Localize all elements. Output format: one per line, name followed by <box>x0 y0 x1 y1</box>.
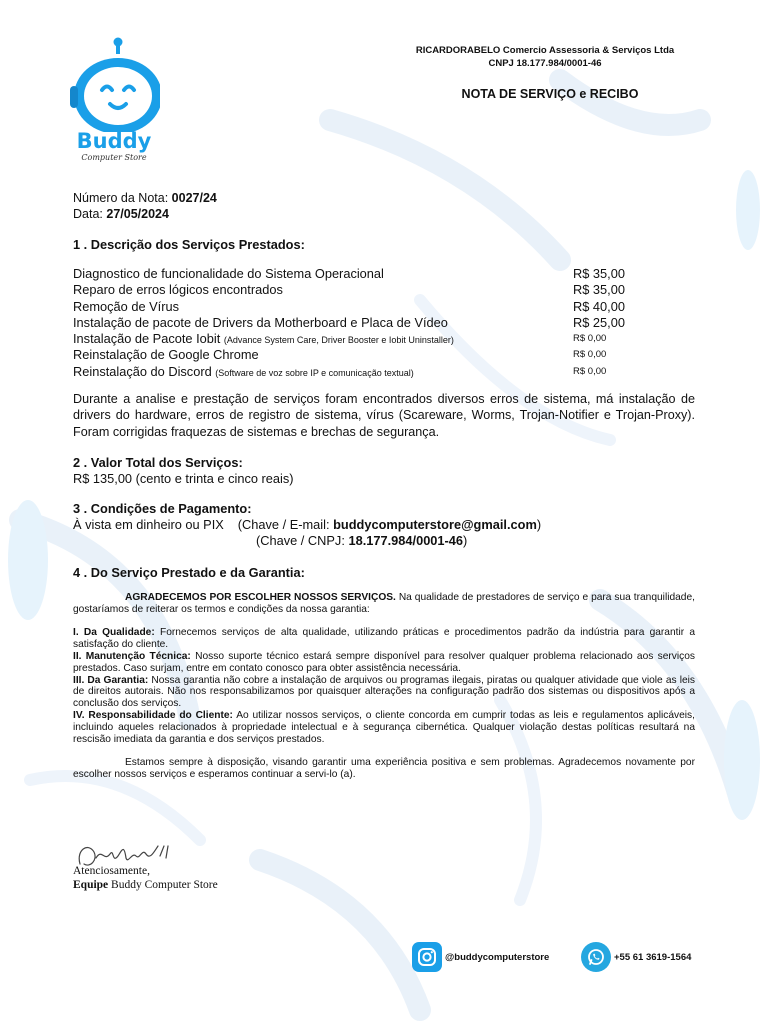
signature-greeting: Atenciosamente, <box>73 865 150 877</box>
whatsapp-contact[interactable] <box>581 942 691 972</box>
term-label: II. Manutenção Técnica: <box>73 650 191 662</box>
term-text: Nosso suporte técnico estará sempre disponível para resolver qualquer problema relacionado aos serviços prestados. Caso surjam, entre em contato conosco para obter assistência necessária. <box>73 650 696 674</box>
section-3 <box>73 501 541 549</box>
company-logo <box>68 36 160 168</box>
team-name: Buddy Computer Store <box>111 879 218 891</box>
service-description: Instalação de Pacote Iobit <box>73 331 221 347</box>
instagram-contact[interactable] <box>412 942 549 972</box>
note-meta <box>73 190 217 222</box>
section-4-title: 4 . Do Serviço Prestado e da Garantia: <box>73 565 305 580</box>
services-list <box>73 266 643 380</box>
service-price: R$ 0,00 <box>573 333 607 345</box>
service-price: R$ 35,00 <box>573 266 625 281</box>
note-date-label: Data: <box>73 207 103 221</box>
term-text: Fornecemos serviços de alta qualidade, utilizando práticas e procedimentos padrão da indústria para garantir a satisfação do cliente. <box>73 627 695 651</box>
closing-signature <box>73 864 218 892</box>
service-row <box>73 347 643 363</box>
note-number-label: Número da Nota: <box>73 191 169 205</box>
company-cnpj: CNPJ 18.177.984/0001-46 <box>488 58 602 69</box>
service-row <box>73 315 643 331</box>
guarantee-terms <box>73 592 695 781</box>
email-key[interactable]: buddycomputerstore@gmail.com <box>333 517 537 532</box>
service-price: R$ 0,00 <box>573 365 607 377</box>
service-row <box>73 299 643 315</box>
service-row <box>73 364 643 380</box>
service-price: R$ 35,00 <box>573 282 625 298</box>
total-value: R$ 135,00 (cento e trinta e cinco reais) <box>73 471 294 486</box>
robot-logo-icon <box>68 36 160 132</box>
service-price: R$ 0,00 <box>573 349 607 361</box>
section-2 <box>73 455 294 487</box>
intro-text: Na qualidade de prestadores de serviço e para sua tranquilidade, gostaríamos de reiterar os termos e condições da nossa garantia: <box>73 592 695 615</box>
company-name: RICARDORABELO Comercio Assessoria & Serviços Ltda <box>415 45 675 56</box>
note-number: 0027/24 <box>171 191 217 205</box>
section-1-title: 1 . Descrição dos Serviços Prestados: <box>73 237 305 252</box>
service-row <box>73 266 643 282</box>
term-label: I. Da Qualidade: <box>73 627 155 639</box>
instagram-icon <box>412 942 442 972</box>
term-label: IV. Responsabilidade do Cliente: <box>73 709 233 721</box>
company-header <box>400 44 690 70</box>
note-date: 27/05/2024 <box>106 207 169 221</box>
team-label: Equipe <box>73 879 109 891</box>
service-note: (Advance System Care, Driver Booster e Iobit Uninstaller) <box>223 335 454 346</box>
services-summary-paragraph: Durante a analise e prestação de serviços foram encontrados diversos erros de sistema, má instalação de drivers do hardware, erros de registro de sistema, vírus (Scareware, Worms, Trojan-Notifier e Trojan-Proxy). Foram corrigidas fraquezas de sistemas e brechas de segurança. <box>73 392 695 439</box>
term-label: III. Da Garantia: <box>73 674 149 686</box>
intro-bold: AGRADECEMOS POR ESCOLHER NOSSOS SERVIÇOS. <box>125 592 396 603</box>
document-title: NOTA DE SERVIÇO e RECIBO <box>461 87 639 101</box>
service-description: Reparo de erros lógicos encontrados <box>73 282 283 298</box>
service-description: Instalação de pacote de Drivers da Motherboard e Placa de Vídeo <box>73 314 448 330</box>
cnpj-key: 18.177.984/0001-46 <box>348 533 464 548</box>
whatsapp-icon <box>581 942 611 972</box>
service-description: Reinstalação de Google Chrome <box>73 347 259 363</box>
service-note: (Software de voz sobre IP e comunicação textual) <box>215 367 414 378</box>
term-text: Nossa garantia não cobre a instalação de arquivos ou programas ilegais, piratas ou qualquer atividade que viole as leis de direitos autorais. Não nos responsabilizamos por quaisquer alterações na configuração padrão dos sistemas ou dispositivos após a conclusão dos serviços. <box>73 674 695 710</box>
service-row <box>73 331 643 347</box>
section-3-title: 3 . Condições de Pagamento: <box>73 501 252 516</box>
brand-subtitle: Computer Store <box>81 153 147 162</box>
email-key-prefix: (Chave / E-mail: <box>237 517 330 532</box>
cnpj-key-prefix: (Chave / CNPJ: <box>256 533 345 548</box>
service-description: Diagnostico de funcionalidade do Sistema Operacional <box>73 266 384 281</box>
service-description: Reinstalação do Discord <box>73 363 212 379</box>
whatsapp-number[interactable]: +55 61 3619-1564 <box>614 951 692 963</box>
email-key-suffix: ) <box>536 517 542 532</box>
instagram-handle[interactable]: @buddycomputerstore <box>445 951 550 963</box>
service-description: Remoção de Vírus <box>73 298 179 314</box>
cnpj-key-suffix: ) <box>463 533 468 548</box>
service-row <box>73 282 643 298</box>
service-price: R$ 40,00 <box>573 298 625 314</box>
brand-name: Buddy <box>76 129 152 153</box>
payment-method: À vista em dinheiro ou PIX <box>73 517 224 532</box>
service-price: R$ 25,00 <box>573 314 625 330</box>
closing-paragraph: Estamos sempre à disposição, visando garantir uma experiência positiva e sem problemas. Agradecemos novamente por escolher nossos serviços e esperamos continuar a servi-lo (a). <box>73 757 695 780</box>
section-2-title: 2 . Valor Total dos Serviços: <box>73 455 243 470</box>
term-text: Ao utilizar nossos serviços, o cliente concorda em cumprir todas as leis e regulamentos aplicáveis, incluindo aqueles relacionados à propriedade intelectual e à segurança cibernética. Qualquer violação destas políticas resultará na rescisão imediata da garantia e dos serviços prestados. <box>73 709 695 745</box>
